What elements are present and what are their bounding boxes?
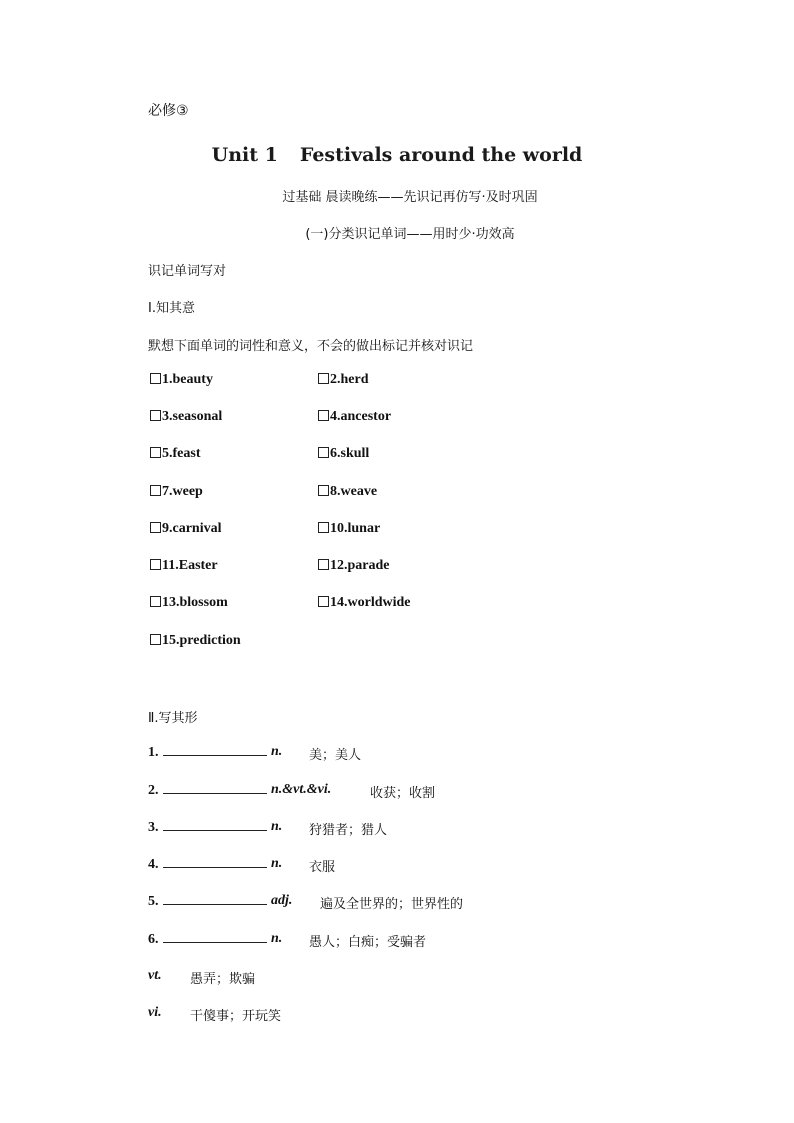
page-title — [0, 144, 794, 166]
subtitle-2: (一)分类识记单词——用时少·功效高 — [305, 227, 515, 242]
fill-item: 2. — [148, 782, 267, 799]
meaning-text: 干傻事；开玩笑 — [190, 1009, 282, 1024]
word-item: 7.weep — [150, 484, 203, 500]
word-item: 1.beauty — [150, 372, 213, 388]
word-item: 14.worldwide — [318, 595, 411, 611]
meaning-text: 遍及全世界的；世界性的 — [320, 897, 464, 912]
answer-blank[interactable] — [163, 856, 267, 868]
answer-blank[interactable] — [163, 893, 267, 905]
checkbox[interactable] — [150, 559, 161, 570]
word-item: 6.skull — [318, 446, 369, 462]
checkbox[interactable] — [150, 522, 161, 533]
unit-name: Festivals around the world — [299, 144, 583, 166]
pos-label: n. — [271, 819, 283, 834]
part1-heading: Ⅰ.知其意 — [148, 301, 195, 316]
checkbox[interactable] — [150, 485, 161, 496]
fill-item: 1. — [148, 744, 267, 761]
answer-blank[interactable] — [163, 782, 267, 794]
meaning-text: 美；美人 — [309, 748, 362, 763]
checkbox[interactable] — [318, 559, 329, 570]
pos-label: adj. — [271, 893, 293, 908]
meaning-text: 狩猎者；猎人 — [309, 823, 388, 838]
answer-blank[interactable] — [163, 744, 267, 756]
checkbox[interactable] — [150, 410, 161, 421]
checkbox[interactable] — [150, 373, 161, 384]
answer-blank[interactable] — [163, 819, 267, 831]
word-item: 3.seasonal — [150, 409, 222, 425]
subtitle-1: 过基础 晨读晚练——先识记再仿写·及时巩固 — [282, 190, 538, 205]
answer-blank[interactable] — [163, 931, 267, 943]
word-item: 12.parade — [318, 558, 390, 574]
unit-label: Unit 1 — [211, 144, 278, 166]
part2-heading: Ⅱ.写其形 — [148, 711, 198, 726]
word-item: 2.herd — [318, 372, 369, 388]
checkbox[interactable] — [318, 373, 329, 384]
checkbox[interactable] — [150, 634, 161, 645]
word-item: 11.Easter — [150, 558, 218, 574]
word-item: 13.blossom — [150, 595, 228, 611]
checkbox[interactable] — [318, 447, 329, 458]
pos-label: n. — [271, 744, 283, 759]
fill-item: 6. — [148, 931, 267, 948]
checkbox[interactable] — [318, 522, 329, 533]
checkbox[interactable] — [150, 596, 161, 607]
word-item: 8.weave — [318, 484, 377, 500]
pos-label: vt. — [148, 968, 162, 983]
checkbox[interactable] — [318, 596, 329, 607]
pos-label: n. — [271, 856, 283, 871]
fill-item: 3. — [148, 819, 267, 836]
word-item: 5.feast — [150, 446, 201, 462]
word-item: 15.prediction — [150, 633, 241, 649]
meaning-text: 衣服 — [309, 860, 336, 875]
word-item: 9.carnival — [150, 521, 222, 537]
meaning-text: 愚弄；欺骗 — [190, 972, 256, 987]
fill-item: 5. — [148, 893, 267, 910]
pos-label: n. — [271, 931, 283, 946]
word-item: 4.ancestor — [318, 409, 391, 425]
checkbox[interactable] — [318, 410, 329, 421]
fill-item: 4. — [148, 856, 267, 873]
pos-label: n.&vt.&vi. — [271, 782, 332, 797]
part1-instruction: 默想下面单词的词性和意义，不会的做出标记并核对识记 — [148, 339, 474, 354]
pos-label: vi. — [148, 1005, 162, 1020]
section-heading: 识记单词写对 — [148, 264, 227, 279]
meaning-text: 收获；收割 — [370, 786, 436, 801]
checkbox[interactable] — [150, 447, 161, 458]
checkbox[interactable] — [318, 485, 329, 496]
meaning-text: 愚人；白痴；受骗者 — [309, 935, 427, 950]
book-label: 必修③ — [148, 103, 189, 119]
word-item: 10.lunar — [318, 521, 380, 537]
